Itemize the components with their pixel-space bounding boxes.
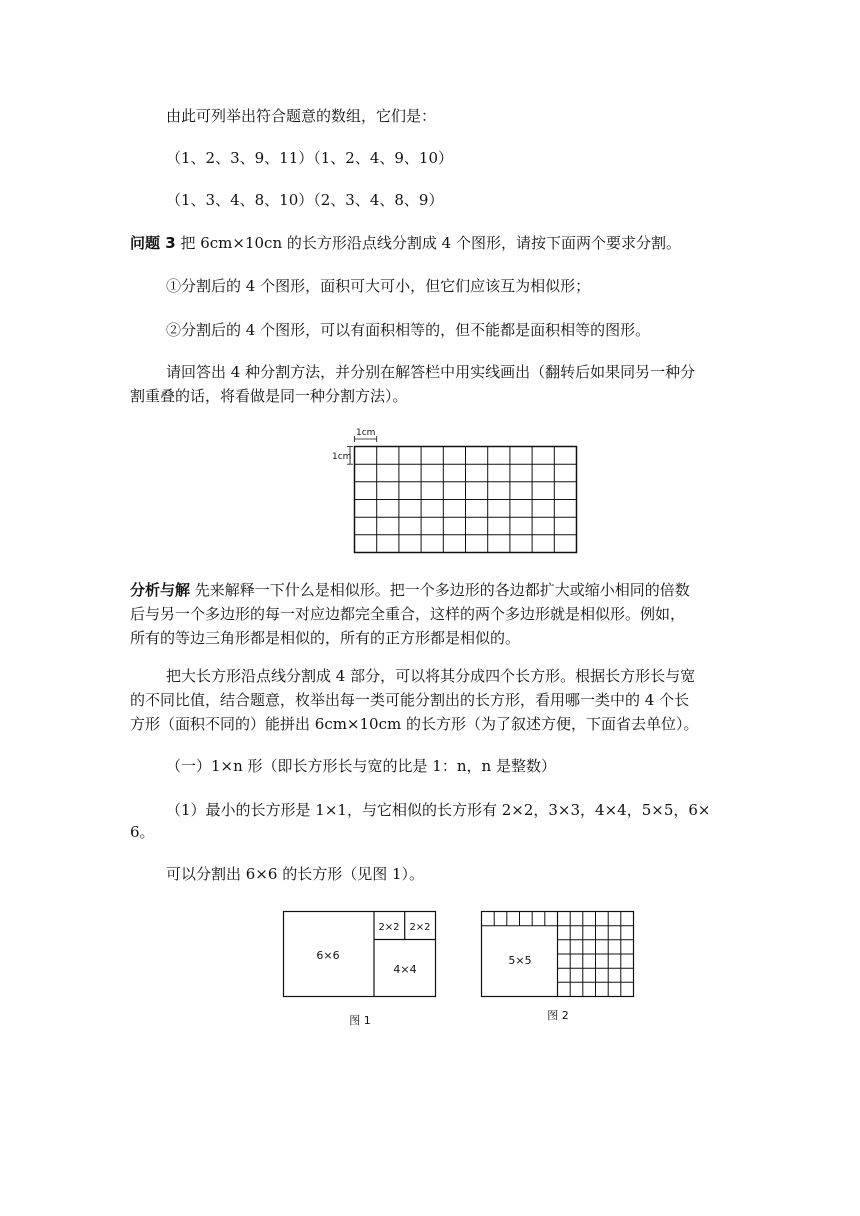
- arrays-line-2: （1、3、4、8、10）（2、3、4、8、9）: [166, 191, 444, 209]
- case1-item-2: 6。: [130, 823, 155, 841]
- fig1-caption: 图 1: [349, 1014, 371, 1027]
- figure-1: [280, 908, 440, 1033]
- problem3-label: 问题 3: [130, 234, 176, 252]
- problem3-req2: ②分割后的 4 个图形，可以有面积相等的，但不能都是面积相等的图形。: [166, 321, 651, 339]
- para-enumerate: 由此可列举出符合题意的数组，它们是：: [166, 107, 437, 125]
- para-split-2: 的不同比值，结合题意，枚举出每一类可能分割出的长方形，看用哪一类中的 4 个长: [130, 691, 690, 709]
- problem3-req1: ①分割后的 4 个图形，面积可大可小，但它们应该互为相似形；: [166, 277, 591, 295]
- fig1-label-4x4: 4×4: [393, 963, 417, 976]
- fig2-caption: 图 2: [547, 1009, 569, 1022]
- analysis-text-2: 后与另一个多边形的每一对应边都完全重合，这样的两个多边形就是相似形。例如，: [130, 605, 686, 623]
- analysis-text-3: 所有的等边三角形都是相似的，所有的正方形都是相似的。: [130, 629, 521, 647]
- fig1-label-2x2-b: 2×2: [409, 922, 431, 933]
- para-split-3: 方形（面积不同的）能拼出 6cm×10cm 的长方形（为了叙述方便，下面省去单位）。: [130, 715, 699, 733]
- case1-heading: （一）1×n 形（即长方形长与宽的比是 1：n，n 是整数）: [166, 757, 556, 775]
- arrays-line-1: （1、2、3、9、11）（1、2、4、9、10）: [166, 149, 454, 167]
- problem3-text: 把 6cm×10cn 的长方形沿点线分割成 4 个图形，请按下面两个要求分割。: [180, 234, 681, 252]
- problem3-heading: [130, 233, 681, 253]
- problem3-ask-1: 请回答出 4 种分割方法，并分别在解答栏中用实线画出（翻转后如果同另一种分: [166, 363, 696, 381]
- case1-conclusion: 可以分割出 6×6 的长方形（见图 1）。: [166, 865, 425, 883]
- analysis-label: 分析与解: [130, 581, 191, 599]
- problem3-ask-2: 割重叠的话，将看做是同一种分割方法）。: [130, 387, 408, 405]
- figure-2: [478, 908, 638, 1033]
- analysis-text-1: 先来解释一下什么是相似形。把一个多边形的各边都扩大或缩小相同的倍数: [194, 581, 690, 599]
- analysis-para: [130, 578, 780, 650]
- fig2-label-5x5: 5×5: [508, 954, 532, 967]
- fig1-label-2x2-a: 2×2: [378, 922, 400, 933]
- grid-unit-top: 1cm: [356, 428, 376, 438]
- grid-unit-left: 1cm: [332, 452, 352, 462]
- case1-item-1: （1）最小的长方形是 1×1，与它相似的长方形有 2×2，3×3，4×4，5×5，6×: [166, 801, 711, 819]
- fig1-label-6x6: 6×6: [316, 949, 340, 962]
- grid-figure: [330, 425, 580, 555]
- para-split-1: 把大长方形沿点线分割成 4 部分，可以将其分成四个长方形。根据长方形长与宽: [166, 667, 696, 685]
